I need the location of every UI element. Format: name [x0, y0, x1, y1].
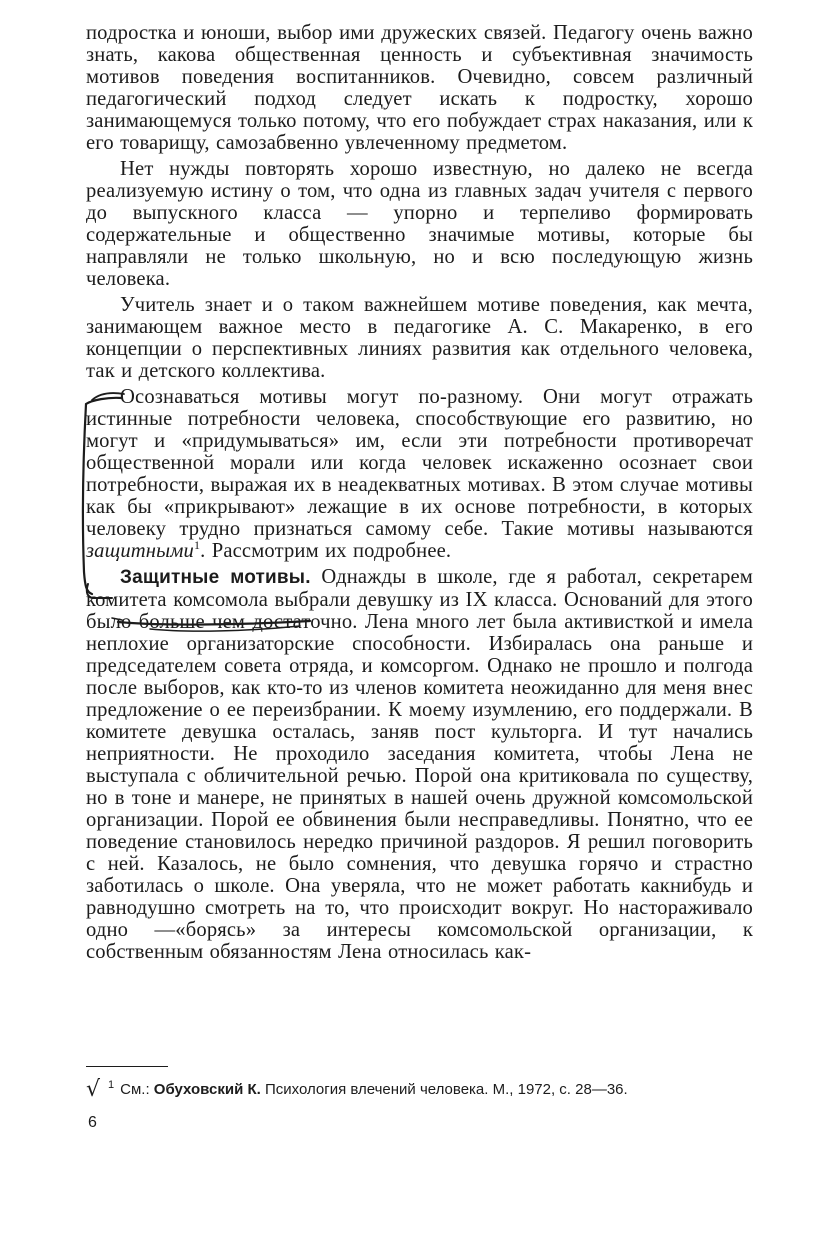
section-heading: Защитные мотивы. — [120, 567, 311, 588]
paragraph-4-text: Осознаваться мотивы могут по-разному. Они могут отражать истинные потребности человека, способствующие его развитию, но могут и «придумываться» им, если эти потребности противоречат общественной морали или когда человек искаженно осознает свои потребности, выражая их в неадекватных мотивах. В этом случае мотивы как бы «прикрывают» лежащие в их основе потребности, в которых человеку трудно признаться самому себе. Такие мотивы называются — [86, 386, 753, 540]
footnote-rule — [86, 1066, 168, 1067]
term-protective: защитными — [86, 540, 194, 562]
page-body — [86, 22, 753, 963]
paragraph-3: Учитель знает и о таком важнейшем мотиве поведения, как мечта, занимающем важное место в педагогике А. С. Макаренко, в его концепции о перспективных линиях развития как отдельного человека, так и детского коллектива. — [86, 294, 753, 382]
footnote-number: 1 — [108, 1079, 115, 1091]
footnote-citation: Психология влечений человека. М., 1972, с. 28—36. — [260, 1081, 628, 1098]
paragraph-1: подростка и юноши, выбор ими дружеских связей. Педагогу очень важно знать, какова общественная ценность и субъективная значимость мотивов поведения воспитанников. Очевидно, совсем различный педагогический подход следует искать к подростку, хорошо занимающемуся только потому, что его побуждает страх наказания, или к его товарищу, самозабвенно увлеченному предметом. — [86, 22, 753, 154]
footnote-reference[interactable]: 1 — [194, 538, 201, 553]
footnote — [86, 1075, 753, 1100]
paragraph-4-end: . Рассмотрим их подробнее. — [200, 540, 452, 562]
paragraph-5 — [86, 566, 753, 963]
handwritten-check-mark: √ — [86, 1077, 101, 1102]
footnote-prefix: См.: — [120, 1081, 154, 1098]
paragraph-5-text: Однажды в школе, где я работал, секретарем комитета комсомола выбрали девушку из IX класса. Оснований для этого было больше чем достаточно. Лена много лет была активисткой и имела неплохие организаторские способности. Избиралась она раньше и председателем совета отряда, и комсоргом. Однако не прошло и полгода после выборов, как кто-то из членов комитета неожиданно для меня внес предложение о ее переизбрании. К моему изумлению, его поддержали. В комитете девушка осталась, заняв пост культорга. И тут начались неприятности. Не проходило заседания комитета, чтобы Лена не выступала с обличительной речью. Порой она критиковала по существу, но в тоне и манере, не принятых в нашей очень дружной комсомольской организации. Порой ее обвинения были несправедливы. Понятно, что ее поведение становилось нередко причиной раздоров. Я решил поговорить с ней. Казалось, не было сомнения, что девушка горячо и страстно заботилась о школе. Она уверяла, что не может работать какнибудь и равнодушно смотреть на то, что происходит вокруг. Но настораживало одно —«борясь» за интересы комсомольской организации, к собственным обязанностям Лена относилась как- — [86, 566, 753, 963]
paragraph-2: Нет нужды повторять хорошо известную, но далеко не всегда реализуемую истину о том, что одна из главных задач учителя с первого до выпускного класса — упорно и терпеливо формировать содержательные и общественно значимые мотивы, которые бы направляли не только школьную, но и всю последующую жизнь человека. — [86, 158, 753, 290]
footnote-author: Обуховский К. — [153, 1081, 261, 1098]
paragraph-4-bracketed — [86, 386, 753, 562]
page-number: 6 — [88, 1114, 97, 1131]
